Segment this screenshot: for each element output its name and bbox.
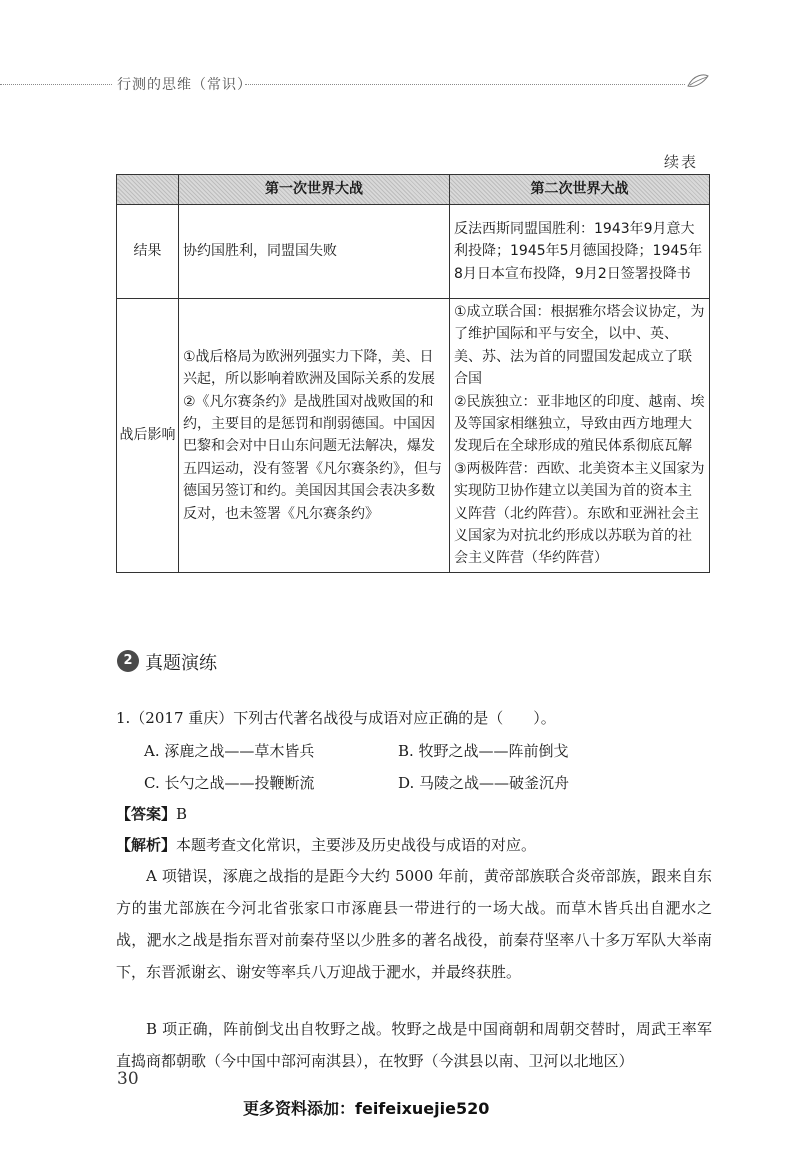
page-number: 30 [117,1069,139,1089]
option-b: B. 牧野之战——阵前倒戈 [398,742,569,760]
row-label-impact: 战后影响 [117,299,179,573]
cell-result-ww1: 协约国胜利，同盟国失败 [179,205,450,299]
header-rule-left [0,84,112,85]
running-header [0,72,800,94]
row-label-result: 结果 [117,205,179,299]
answer-line [116,803,187,824]
continued-label: 续表 [663,153,698,171]
answer-label: 【答案】 [116,805,177,823]
table-header-row [117,175,710,205]
section-title: 真题演练 [145,653,217,674]
leaf-ornament-icon [686,72,710,90]
table-row [117,205,710,299]
header-ww1: 第一次世界大战 [179,175,450,205]
analysis-line [116,834,536,855]
explanation-paragraph-b: B 项正确，阵前倒戈出自牧野之战。牧野之战是中国商朝和周朝交替时，周武王率军直捣商都朝歌（今中国中部河南淇县），在牧野（今淇县以南、卫河以北地区） [116,1020,712,1070]
cell-impact-ww1: ①战后格局为欧洲列强实力下降，美、日兴起，所以影响着欧洲及国际关系的发展 ②《凡尔赛条约》是战胜国对战败国的和约，主要目的是惩罚和削弱德国。中国因巴黎和会对中日山东问题无法解决，爆发五四运动，没有签署《凡尔赛条约》，但与德国另签订和约。美国因其国会表决多数反对，也未签署《凡尔赛条约》 [179,299,450,573]
option-a: A. 涿鹿之战——草木皆兵 [144,742,315,760]
cell-impact-ww2: ①成立联合国：根据雅尔塔会议协定，为了维护国际和平与安全，以中、英、美、苏、法为首的同盟国发起成立了联合国 ②民族独立：亚非地区的印度、越南、埃及等国家相继独立，导致由西方地理大发现后在全球形成的殖民体系彻底瓦解 ③两极阵营：西欧、北美资本主义国家为实现防卫协作建立以美国为首的资本主义阵营（北约阵营）。东欧和亚洲社会主义国家为对抗北约形成以苏联为首的社会主义阵营（华约阵营） [450,299,710,573]
section-number-badge: 2 [117,650,139,672]
header-rule-right [245,84,685,85]
cell-result-ww2: 反法西斯同盟国胜利：1943年9月意大利投降；1945年5月德国投降；1945年8月日本宣布投降，9月2日签署投降书 [450,205,710,299]
option-d: D. 马陵之战——破釜沉舟 [398,774,570,792]
header-title: 行测的思维（常识） [117,77,252,93]
answer-value: B [176,805,188,823]
header-ww2: 第二次世界大战 [450,175,710,205]
analysis-label: 【解析】 [116,836,177,854]
option-c: C. 长勺之战——投鞭断流 [144,774,315,792]
analysis-text: 本题考查文化常识，主要涉及历史战役与成语的对应。 [176,836,537,854]
table-row [117,299,710,573]
comparison-table [116,174,710,573]
table-corner-cell [117,175,179,205]
footer-contact: 更多资料添加：feifeixuejie520 [243,1099,490,1118]
explanation-paragraph-a: A 项错误，涿鹿之战指的是距今大约 5000 年前，黄帝部族联合炎帝部族，跟来自东方的蚩尤部族在今河北省张家口市涿鹿县一带进行的一场大战。而草木皆兵出自淝水之战，淝水之战是指东晋对前秦苻坚以少胜多的著名战役，前秦苻坚率八十多万军队大举南下，东晋派谢玄、谢安等率兵八万迎战于淝水，并最终获胜。 [116,867,712,981]
question-stem: 1.（2017 重庆）下列古代著名战役与成语对应正确的是（ ）。 [116,709,556,727]
